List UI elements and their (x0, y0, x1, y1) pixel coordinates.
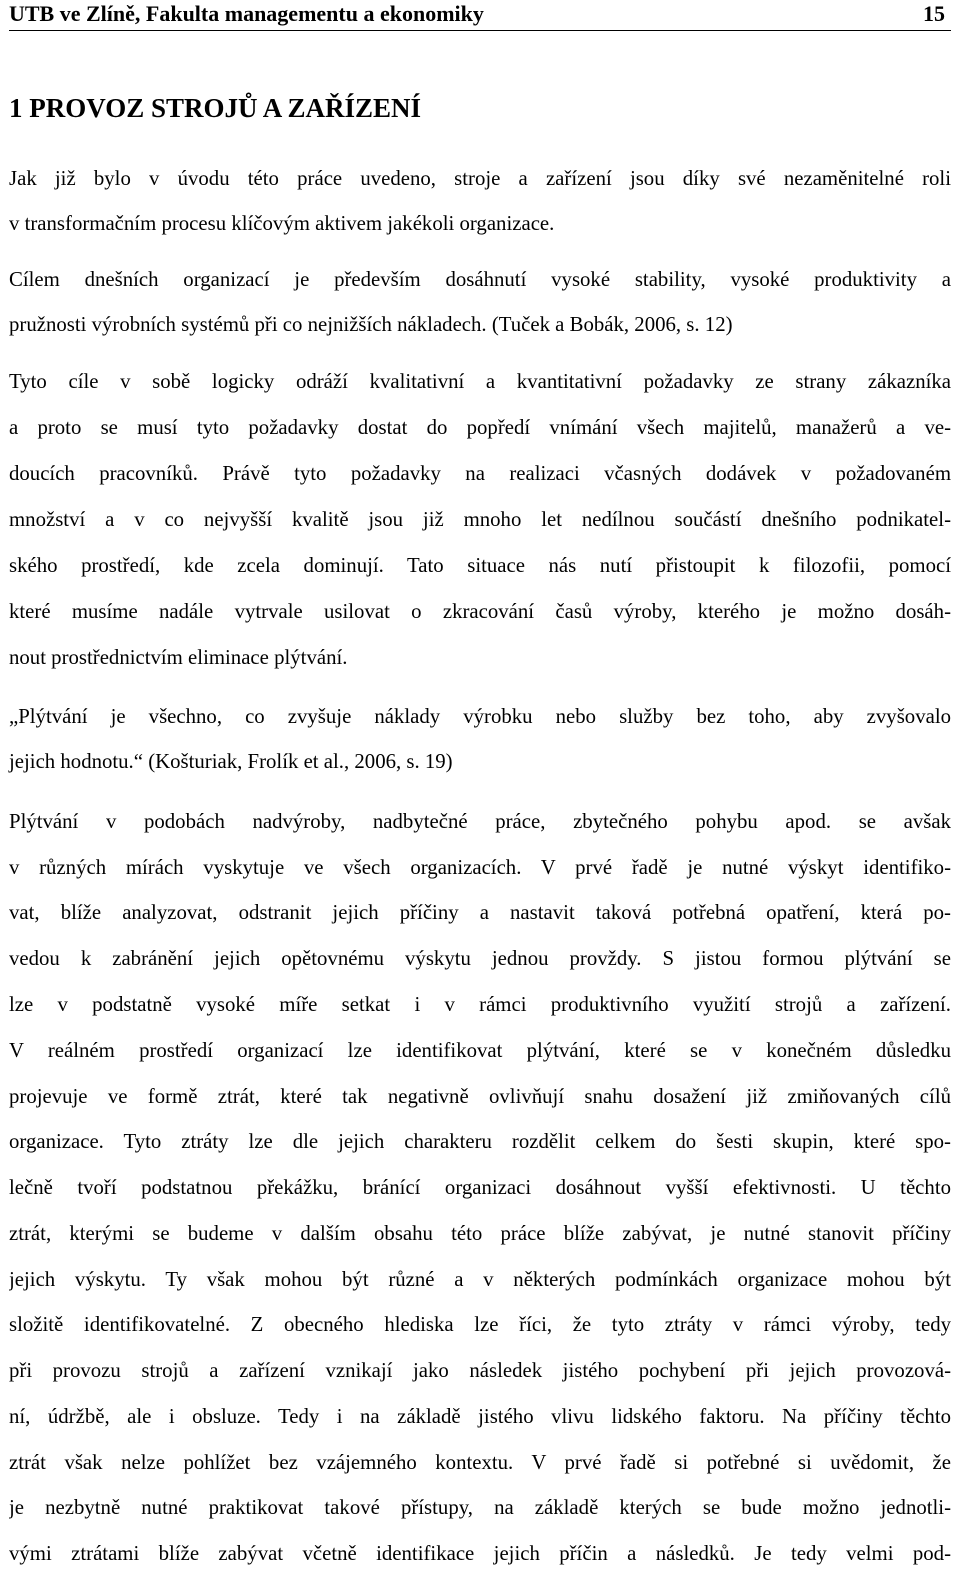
text-line: Cílem dnešních organizací je především dosáhnutí vysoké stability, vysoké produktivity a (9, 268, 951, 291)
page-header (9, 0, 951, 31)
text-line: které musíme nadále vytrvale usilovat o zkracování časů výroby, kterého je možno dosáh- (9, 600, 951, 623)
text-line: vými ztrátami blíže zabývat včetně identifikace jejich příčin a následků. Je tedy velmi pod- (9, 1542, 951, 1565)
text-line: Jak již bylo v úvodu této práce uvedeno, stroje a zařízení jsou díky své nezaměnitelné roli (9, 167, 951, 190)
text-line: organizace. Tyto ztráty lze dle jejich charakteru rozdělit celkem do šesti skupin, které spo- (9, 1130, 951, 1153)
header-school: UTB ve Zlíně, Fakulta managementu a ekonomiky (9, 1, 484, 26)
text-line: vedou k zabránění jejich opětovnému výskytu jednou provždy. S jistou formou plýtvání se (9, 947, 951, 970)
text-line: pružnosti výrobních systémů při co nejnižších nákladech. (Tuček a Bobák, 2006, s. 12) (9, 313, 733, 336)
page-number: 15 (923, 1, 945, 26)
text-line: je nezbytně nutné praktikovat takové přístupy, na základě kterých se bude možno jednotli- (9, 1496, 951, 1519)
text-line: lečně tvoří podstatnou překážku, bránící organizaci dosáhnout vyšší efektivnosti. U těchto (9, 1176, 951, 1199)
text-line: „Plýtvání je všechno, co zvyšuje náklady výrobku nebo služby bez toho, aby zvyšovalo (9, 705, 951, 728)
text-line: projevuje ve formě ztrát, které tak negativně ovlivňují snahu dosažení již zmiňovaných cílů (9, 1085, 951, 1108)
text-line: vat, blíže analyzovat, odstranit jejich příčiny a nastavit taková potřebná opatření, která po- (9, 901, 951, 924)
text-line: při provozu strojů a zařízení vznikají jako následek jistého pochybení při jejich provozová- (9, 1359, 951, 1382)
text-line: jejich výskytu. Ty však mohou být různé a v některých podmínkách organizace mohou být (9, 1268, 951, 1291)
text-line: v transformačním procesu klíčovým aktivem jakékoli organizace. (9, 212, 555, 235)
text-line: jejich hodnotu.“ (Košturiak, Frolík et al., 2006, s. 19) (9, 750, 453, 773)
text-line: Plýtvání v podobách nadvýroby, nadbytečné práce, zbytečného pohybu apod. se avšak (9, 810, 951, 833)
text-line: ztrát však nelze pohlížet bez vzájemného kontextu. V prvé řadě si potřebné si uvědomit, že (9, 1451, 951, 1474)
text-line: ní, údržbě, ale i obsluze. Tedy i na základě jistého vlivu lidského faktoru. Na příčiny těchto (9, 1405, 951, 1428)
text-line: nout prostřednictvím eliminace plýtvání. (9, 646, 348, 669)
text-line: ského prostředí, kde zcela dominují. Tato situace nás nutí přistoupit k filozofii, pomocí (9, 554, 951, 577)
text-line: doucích pracovníků. Právě tyto požadavky na realizaci včasných dodávek v požadovaném (9, 462, 951, 485)
text-line: složitě identifikovatelné. Z obecného hlediska lze říci, že tyto ztráty v rámci výroby, tedy (9, 1313, 951, 1336)
text-line: V reálném prostředí organizací lze identifikovat plýtvání, které se v konečném důsledku (9, 1039, 951, 1062)
chapter-title: 1 PROVOZ STROJŮ A ZAŘÍZENÍ (9, 93, 422, 123)
text-line: a proto se musí tyto požadavky dostat do popředí vnímání všech majitelů, manažerů a ve- (9, 416, 951, 439)
text-line: množství a v co nejvyšší kvalitě jsou již mnoho let nedílnou součástí dnešního podnikatel- (9, 508, 951, 531)
text-line: v různých mírách vyskytuje ve všech organizacích. V prvé řadě je nutné výskyt identifiko- (9, 856, 951, 879)
text-line: lze v podstatně vysoké míře setkat i v rámci produktivního využití strojů a zařízení. (9, 993, 951, 1016)
text-line: ztrát, kterými se budeme v dalším obsahu této práce blíže zabývat, je nutné stanovit příčiny (9, 1222, 951, 1245)
text-line: Tyto cíle v sobě logicky odráží kvalitativní a kvantitativní požadavky ze strany zákazníka (9, 370, 951, 393)
